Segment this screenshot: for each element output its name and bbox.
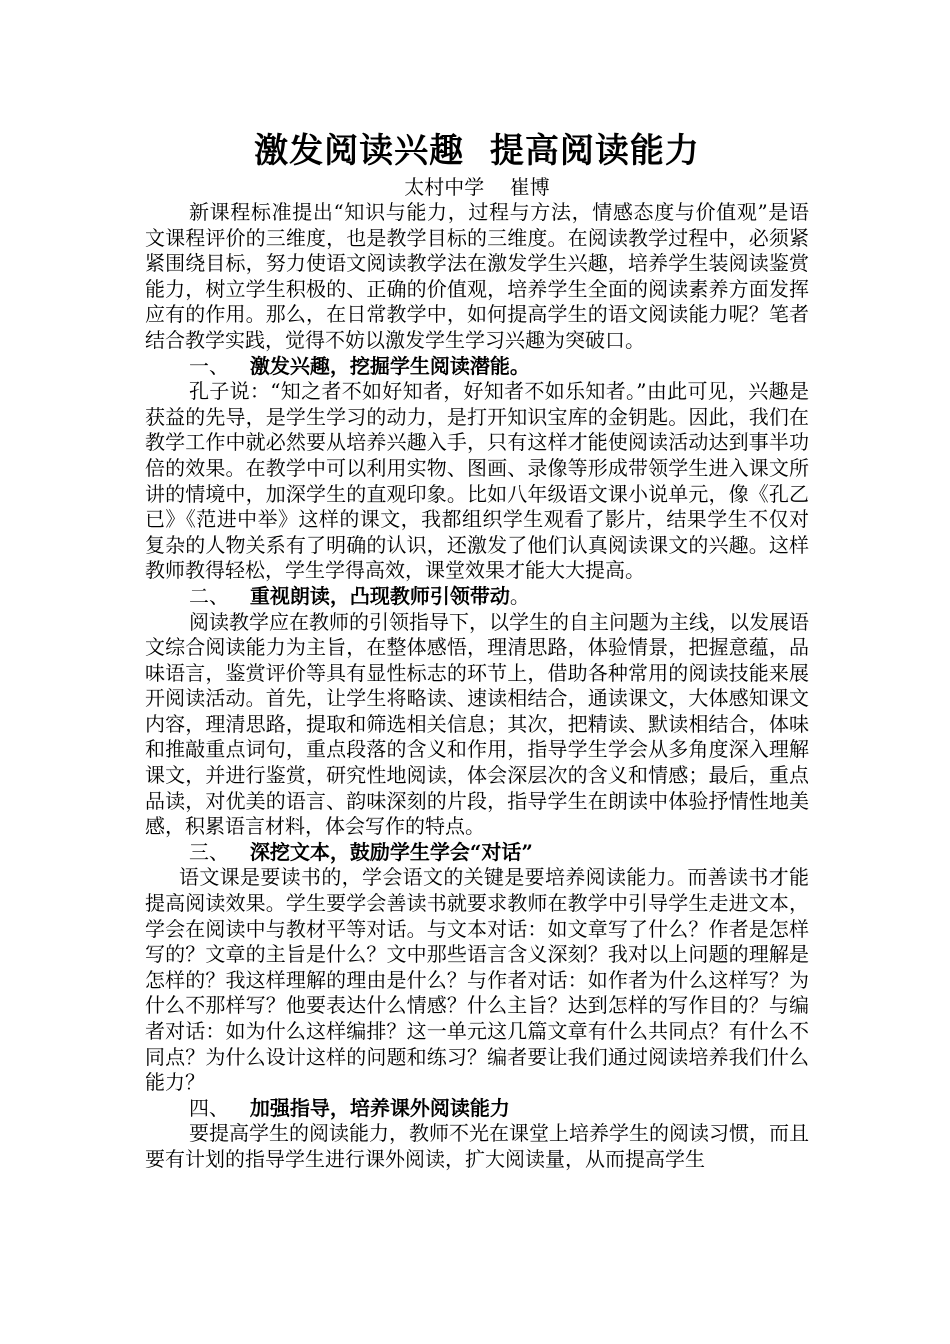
section-heading-text: 激发兴趣，挖掘学生阅读潜能。 [249, 353, 530, 378]
section-number: 三、 [189, 839, 229, 864]
section-heading-text: 加强指导，培养课外阅读能力 [249, 1095, 510, 1120]
section-number: 一、 [189, 353, 229, 378]
section-body-1: 孔子说：“知之者不如好知者，好知者不如乐知者。”由此可见，兴趣是获益的先导，是学生学习的动力，是打开知识宝库的金钥匙。因此，我们在教学工作中就必然要从培养兴趣入手，只有这样才能使阅读活动达到事半功倍的效果。在教学中可以利用实物、图画、录像等形成带领学生进入课文所讲的情境中，加深学生的直观印象。比如八年级语文课小说单元，像《孔乙已》《范进中举》这样的课文，我都组织学生观看了影片，结果学生不仅对复杂的人物关系有了明确的认识，还激发了他们认真阅读课文的兴趣。这样教师教得轻松，学生学得高效，课堂效果才能大大提高。 [145, 379, 809, 583]
section-heading-tail: 。 [509, 583, 530, 608]
section-heading-1 [145, 354, 809, 380]
section-number: 四、 [189, 1095, 229, 1120]
section-heading-2 [145, 584, 809, 610]
section-body-2: 阅读教学应在教师的引领指导下，以学生的自主问题为主线，以发展语文综合阅读能力为主旨，在整体感悟，理清思路，体验情景，把握意蕴，品味语言，鉴赏评价等具有显性标志的环节上，借助各种常用的阅读技能来展开阅读活动。首先，让学生将略读、速读相结合，通读课文，大体感知课文内容，理清思路，提取和筛选相关信息；其次，把精读、默读相结合，体味和推敲重点词句，重点段落的含义和作用，指导学生学会从多角度深入理解课文，并进行鉴赏，研究性地阅读，体会深层次的含义和情感；最后，重点品读，对优美的语言、韵味深刻的片段，指导学生在朗读中体验抒情性地美感，积累语言材料，体会写作的特点。 [145, 609, 809, 839]
section-body-3: 语文课是要读书的，学会语文的关键是要培养阅读能力。而善读书才能提高阅读效果。学生要学会善读书就要求教师在教学中引导学生走进文本，学会在阅读中与教材平等对话。与文本对话：如文章写了什么？作者是怎样写的？文章的主旨是什么？文中那些语言含义深刻？我对以上问题的理解是怎样的？我这样理解的理由是什么？与作者对话：如作者为什么这样写？为什么不那样写？他要表达什么情感？什么主旨？达到怎样的写作目的？与编者对话：如为什么这样编排？这一单元这几篇文章有什么共同点？有什么不同点？为什么设计这样的问题和练习？编者要让我们通过阅读培养我们什么能力？ [145, 865, 809, 1095]
section-heading-4 [145, 1096, 809, 1122]
section-heading-3 [145, 840, 809, 866]
document-title: 激发阅读兴趣 提高阅读能力 [254, 131, 700, 171]
author-line: 太村中学 崔博 [404, 175, 550, 199]
section-heading-text: 深挖文本，鼓励学生学会“对话” [249, 839, 533, 864]
document-page [145, 128, 809, 1173]
section-number: 二、 [189, 583, 229, 608]
section-heading-text: 重视朗读，凸现教师引领带动 [249, 583, 510, 608]
intro-paragraph: 新课程标准提出“知识与能力，过程与方法，情感态度与价值观”是语文课程评价的三维度，也是教学目标的三维度。在阅读教学过程中，必须紧紧围绕目标，努力使语文阅读教学法在激发学生兴趣，培养学生装阅读鉴赏能力，树立学生积极的、正确的价值观，培养学生全面的阅读素养方面发挥应有的作用。那么，在日常教学中，如何提高学生的语文阅读能力呢？笔者结合教学实践，觉得不妨以激发学生学习兴趣为突破口。 [145, 200, 809, 352]
section-body-4: 要提高学生的阅读能力，教师不光在课堂上培养学生的阅读习惯，而且要有计划的指导学生进行课外阅读，扩大阅读量，从而提高学生 [145, 1121, 809, 1171]
